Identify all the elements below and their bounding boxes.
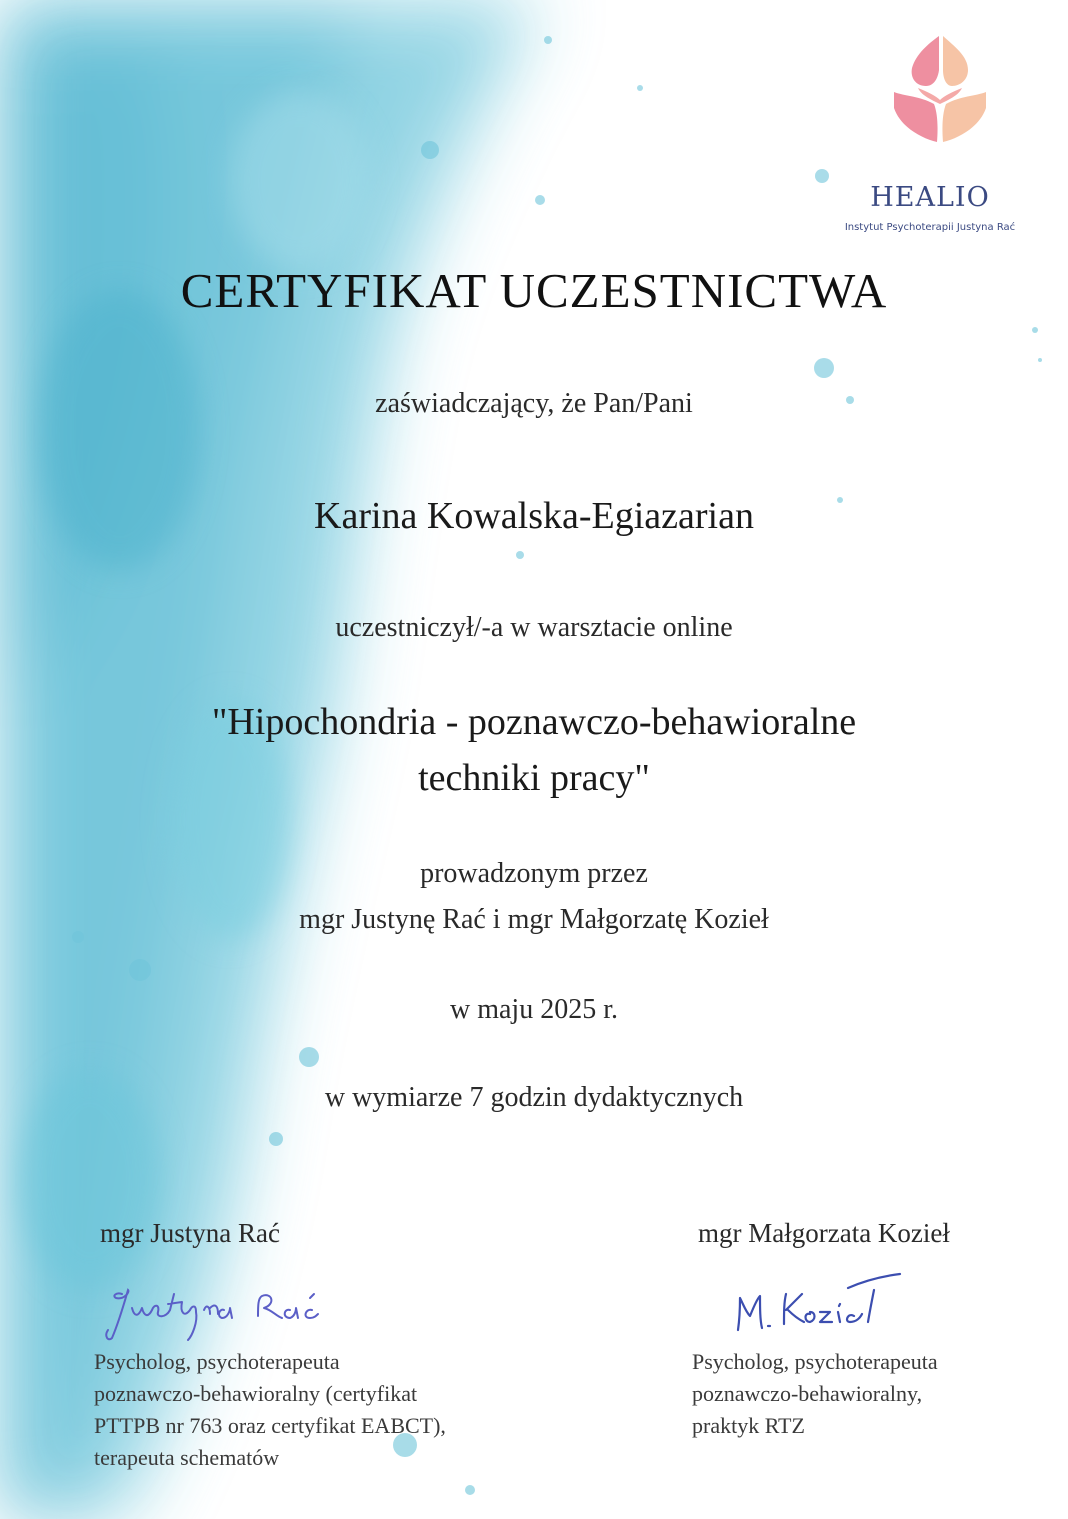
signature-malgorzata-koziel <box>728 1266 908 1338</box>
description-line: terapeuta schematów <box>94 1445 280 1470</box>
signatory-right <box>698 1218 950 1249</box>
description-line: Psycholog, psychoterapeuta <box>94 1349 340 1374</box>
signatory-left <box>100 1218 280 1249</box>
hours-text: w wymiarze 7 godzin dydaktycznych <box>324 1082 744 1113</box>
date-text: w maju 2025 r. <box>450 994 618 1025</box>
signatory-right-description <box>692 1346 938 1442</box>
trainers-text: mgr Justynę Rać i mgr Małgorzatę Kozieł <box>299 904 769 935</box>
logo-subtitle: Instytut Psychoterapii Justyna Rać <box>844 222 1016 233</box>
signatory-left-description <box>94 1346 446 1474</box>
signatory-name: mgr Justyna Rać <box>100 1218 280 1248</box>
lotus-icon <box>890 34 990 144</box>
certificate-intro: zaświadczający, że Pan/Pani <box>375 388 693 419</box>
signatory-name: mgr Małgorzata Kozieł <box>698 1218 950 1248</box>
workshop-title-line-1: "Hipochondria - poznawczo-behawioralne <box>211 701 857 743</box>
description-line: PTTPB nr 763 oraz certyfikat EABCT), <box>94 1413 446 1438</box>
logo-name: HEALIO <box>870 182 990 213</box>
healio-logo <box>840 30 1020 233</box>
description-line: poznawczo-behawioralny, <box>692 1381 923 1406</box>
led-by-text: prowadzonym przez <box>420 858 648 889</box>
participant-name: Karina Kowalska-Egiazarian <box>314 495 754 537</box>
workshop-title-line-2: techniki pracy" <box>418 757 650 799</box>
description-line: poznawczo-behawioralny (certyfikat <box>94 1381 418 1406</box>
certificate-title: CERTYFIKAT UCZESTNICTWA <box>180 263 888 318</box>
signature-justyna-rac <box>100 1282 330 1346</box>
description-line: Psycholog, psychoterapeuta <box>692 1349 938 1374</box>
participation-text: uczestniczył/-a w warsztacie online <box>335 612 733 643</box>
description-line: praktyk RTZ <box>692 1413 805 1438</box>
